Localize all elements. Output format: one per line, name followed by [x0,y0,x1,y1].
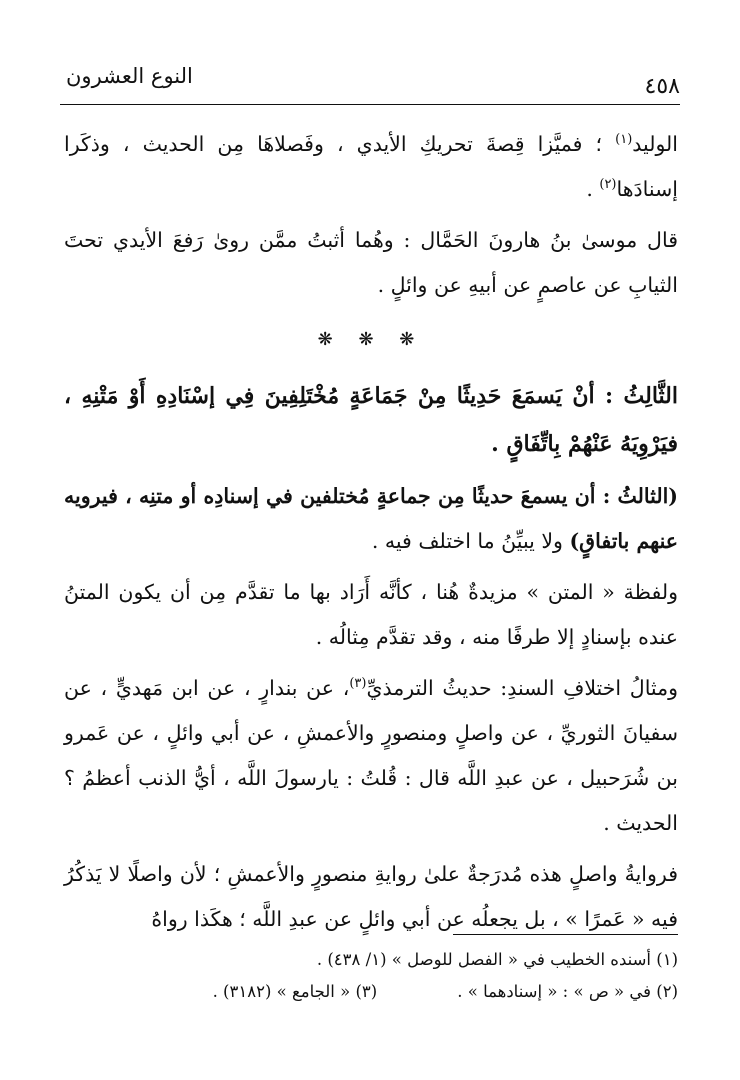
footnote-1: (١) أسنده الخطيب في « الفصل للوصل » (١/ ٤٣٨) . [316,950,678,969]
paragraph-1 [64,122,678,212]
running-title: النوع العشرون [66,64,193,88]
sharh-paragraph [64,474,678,564]
paragraph-3: ولفظة « المتن » مزيدةٌ هُنا ، كأنَّه أَرَاد بها ما تقدَّم مِن أن يكون المتنُ عنده بإسنادٍ إلا طرفًا منه ، وقد تقدَّم مِثالُه . [64,580,678,649]
p1-text-a: الوليد [632,132,678,156]
section-separator: ❋ ❋ ❋ [317,329,425,350]
matn-text: الثَّالِثُ : أنْ يَسمَعَ حَدِيثًا مِنْ جَمَاعَةٍ مُخْتَلِفِينَ فِي إسْنَادِهِ أَوْ مَتْنِهِ ، فيَرْوِيَهُ عَنْهُمْ بِاتِّفَاقٍ . [64,383,678,457]
footnote-rule [453,934,678,935]
p1-text-b: ؛ فميَّزا قِصةَ تحريكِ الأيدي ، وفَصلاهَا مِن الحديث ، وذكَرا إسنادَها [64,132,678,201]
p4-text-a: ومثالُ اختلافِ السندِ: حديثُ الترمذيِّ [366,676,679,700]
paragraph-4 [64,666,678,846]
footnote-ref-2[interactable]: (٢) [599,177,617,193]
footnotes [64,944,678,1008]
sharh-text: ولا يبيِّنُ ما اختلف فيه . [371,529,570,553]
paragraph-5: فروايةُ واصلٍ هذه مُدرَجةٌ علىٰ روايةِ منصورٍ والأعمشِ ؛ لأن واصلًا لا يَذكُرُ فيه « عَمرًا » ، بل يجعلُه عن أبي وائلٍ عن عبدِ اللَّه ؛ هكَذا رواهُ [64,862,678,931]
page-header [60,62,680,102]
footnote-row-2 [64,976,678,1008]
paragraph-2: قال موسىٰ بنُ هارونَ الحَمَّال : وهُما أثبتُ ممَّن روىٰ رَفعَ الأيدي تحتَ الثيابِ عن عاصمٍ عن أبيهِ عن وائلٍ . [64,228,678,297]
footnote-ref-3[interactable]: (٣) [349,676,367,692]
p1-text-c: . [586,177,600,201]
footnote-3: (٣) « الجامع » (٣١٨٢) . [212,982,378,1001]
sharh-quoted-matn: (الثالثُ : أن يسمعَ حديثًا مِن جماعةٍ مُختلفين في إسنادِه أو متنِه ، فيرويه عنهم باتفاقٍ) [64,484,678,553]
footnote-ref-1[interactable]: (١) [615,132,633,148]
header-rule [60,104,680,105]
page-body [64,122,678,942]
p4-text-b: ، عن بندارٍ ، عن ابن مَهديٍّ ، عن سفيانَ الثوريِّ ، عن واصلٍ ومنصورٍ والأعمشِ ، عن أبي وائلٍ ، عن عَمرو بن شُرَحبيل ، عن عبدِ اللَّه قال : قُلتُ : يارسولَ اللَّه ، أيُّ الذنب أعظمُ ؟ الحديث . [64,676,678,835]
page-number: ٤٥٨ [644,74,680,99]
footnote-2: (٢) في « ص » : « إسنادهما » . [457,982,678,1001]
